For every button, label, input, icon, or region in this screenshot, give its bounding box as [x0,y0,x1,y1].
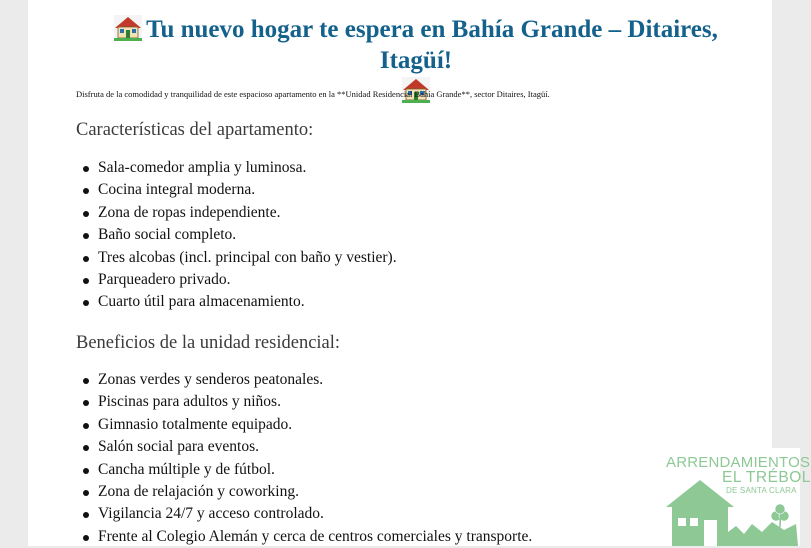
list-item: Tres alcobas (incl. principal con baño y vestier). [98,247,397,269]
features-list [76,157,397,314]
company-logo [660,448,811,546]
list-item: Zona de relajación y coworking. [98,481,532,503]
list-item: Cocina integral moderna. [98,179,397,201]
list-item: Zonas verdes y senderos peatonales. [98,369,532,391]
list-item: Cuarto útil para almacenamiento. [98,291,397,313]
list-item: Vigilancia 24/7 y acceso controlado. [98,503,532,525]
list-item: Piscinas para adultos y niños. [98,391,532,413]
page-title-text: Tu nuevo hogar te espera en Bahía Grande – Ditaires, Itagüí! [146,16,718,74]
benefits-heading: Beneficios de la unidad residencial: [76,333,341,353]
intro-text: Disfruta de la comodidad y tranquilidad de este espacioso apartamento en la **Unidad Residencial Bahía Grande**, sector Ditaires, Itagüí. [76,89,550,99]
house-with-garden-icon [114,15,142,41]
list-item: Parqueadero privado. [98,269,397,291]
logo-line-3: DE SANTA CLARA [726,486,797,495]
features-heading: Características del apartamento: [76,120,314,140]
list-item: Frente al Colegio Alemán y cerca de centros comerciales y transporte. [98,526,532,548]
logo-line-1: ARRENDAMIENTOS [666,454,811,471]
benefits-list [76,369,532,548]
logo-line-2: EL TRÉBOL [722,469,811,486]
list-item: Zona de ropas independiente. [98,202,397,224]
list-item: Salón social para eventos. [98,436,532,458]
list-item: Gimnasio totalmente equipado. [98,414,532,436]
list-item: Baño social completo. [98,224,397,246]
list-item: Sala-comedor amplia y luminosa. [98,157,397,179]
list-item: Cancha múltiple y de fútbol. [98,459,532,481]
